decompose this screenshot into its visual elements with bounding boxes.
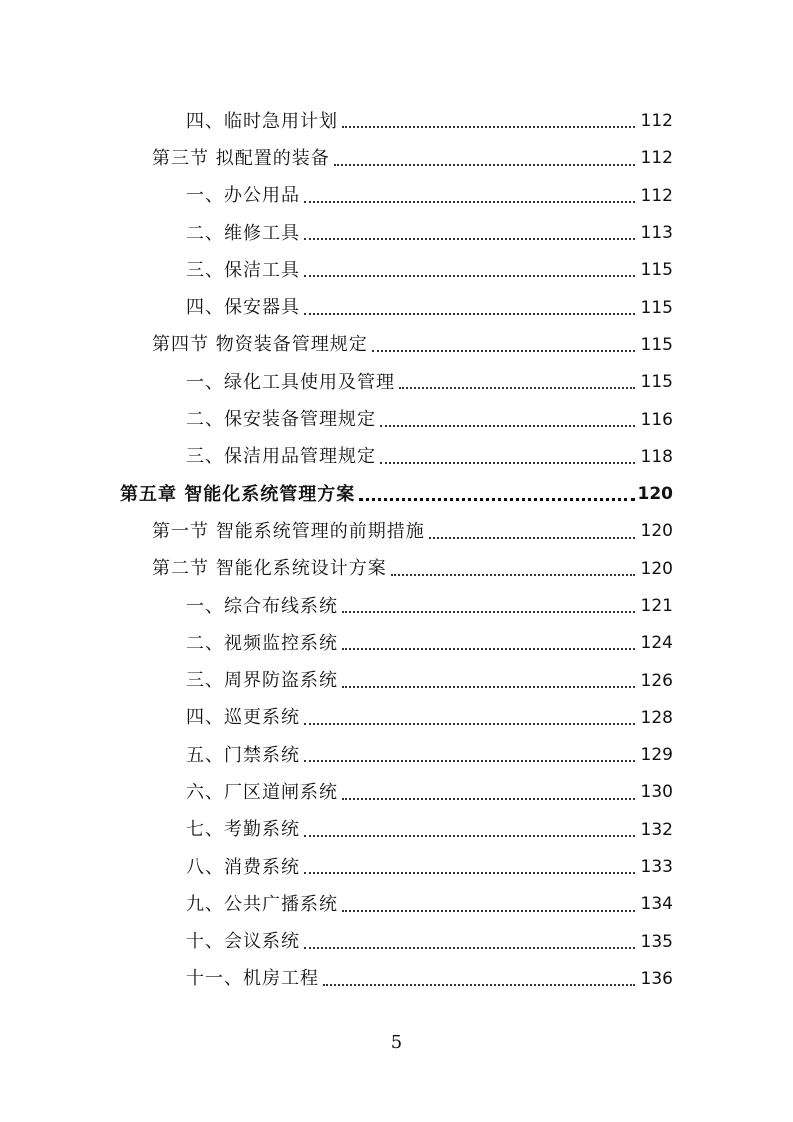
toc-entry-label: 二、保安装备管理规定	[186, 409, 376, 431]
toc-entry-page: 130	[640, 782, 673, 803]
toc-entry-label: 九、公共广播系统	[186, 893, 338, 915]
leader-dots	[342, 125, 635, 128]
toc-entry-page: 128	[640, 707, 673, 728]
toc-entry[interactable]	[0, 252, 793, 289]
leader-dots	[304, 834, 635, 837]
leader-dots	[342, 909, 635, 912]
toc-entry-label: 第四节 物资装备管理规定	[152, 334, 368, 356]
toc-entry-label: 七、考勤系统	[186, 819, 300, 841]
toc-entry[interactable]	[0, 700, 793, 737]
toc-entry-page: 115	[640, 372, 673, 393]
table-of-contents	[0, 103, 793, 998]
toc-entry[interactable]	[0, 961, 793, 998]
toc-entry-page: 115	[640, 297, 673, 318]
toc-entry-page: 112	[640, 148, 673, 169]
toc-entry-page: 133	[640, 857, 673, 878]
toc-entry-page: 113	[640, 223, 673, 244]
leader-dots	[342, 685, 635, 688]
toc-entry[interactable]	[0, 662, 793, 699]
toc-entry[interactable]	[0, 289, 793, 326]
leader-dots	[334, 163, 635, 166]
toc-entry[interactable]	[0, 140, 793, 177]
toc-entry-label: 三、保洁工具	[186, 259, 300, 281]
toc-entry-page: 115	[640, 334, 673, 355]
leader-dots	[359, 497, 635, 501]
toc-entry-page: 124	[640, 633, 673, 654]
toc-entry-page: 121	[640, 596, 673, 616]
toc-entry-page: 134	[640, 894, 673, 915]
toc-entry-label: 十一、机房工程	[186, 968, 319, 990]
toc-entry[interactable]	[0, 812, 793, 849]
toc-entry[interactable]	[0, 513, 793, 550]
toc-entry-label: 二、视频监控系统	[186, 632, 338, 654]
toc-entry-label: 第一节 智能系统管理的前期措施	[152, 520, 425, 542]
toc-entry[interactable]	[0, 551, 793, 588]
leader-dots	[372, 349, 635, 352]
leader-dots	[342, 797, 635, 800]
leader-dots	[304, 312, 635, 315]
toc-entry-label: 一、绿化工具使用及管理	[186, 371, 395, 393]
toc-entry[interactable]	[0, 886, 793, 923]
toc-entry-page: 112	[640, 111, 673, 132]
toc-entry-page: 132	[640, 819, 673, 840]
leader-dots	[304, 237, 635, 240]
toc-entry[interactable]	[0, 215, 793, 252]
leader-dots	[304, 946, 635, 949]
leader-dots	[304, 759, 635, 762]
toc-entry-label: 四、临时急用计划	[186, 110, 338, 132]
toc-entry-page: 118	[640, 446, 673, 467]
page-number: 5	[390, 1032, 403, 1053]
toc-entry-page: 115	[640, 260, 673, 281]
leader-dots	[304, 274, 635, 277]
leader-dots	[342, 647, 635, 650]
toc-entry-page: 136	[640, 968, 673, 989]
toc-entry[interactable]	[0, 774, 793, 811]
toc-entry[interactable]	[0, 327, 793, 364]
toc-entry-label: 三、保洁用品管理规定	[186, 446, 376, 468]
toc-entry-page: 116	[640, 409, 673, 430]
toc-entry-page: 126	[640, 670, 673, 691]
toc-entry[interactable]	[0, 364, 793, 401]
toc-entry-label: 第五章 智能化系统管理方案	[120, 483, 356, 505]
toc-entry[interactable]	[0, 737, 793, 774]
toc-entry-label: 第二节 智能化系统设计方案	[152, 558, 387, 580]
toc-entry-page: 129	[640, 745, 673, 766]
toc-entry[interactable]	[0, 924, 793, 961]
toc-entry[interactable]	[0, 178, 793, 215]
toc-entry-page: 135	[640, 931, 673, 952]
toc-chapter-entry[interactable]	[0, 476, 793, 513]
toc-entry-page: 120	[640, 521, 673, 542]
toc-entry-label: 四、巡更系统	[186, 707, 300, 729]
toc-entry-label: 六、厂区道闸系统	[186, 781, 338, 803]
toc-entry-page: 120	[637, 484, 673, 505]
toc-entry[interactable]	[0, 103, 793, 140]
toc-entry-label: 十、会议系统	[186, 931, 300, 953]
leader-dots	[304, 722, 635, 725]
leader-dots	[304, 200, 635, 203]
toc-entry[interactable]	[0, 401, 793, 438]
toc-entry[interactable]	[0, 439, 793, 476]
leader-dots	[399, 386, 635, 389]
toc-entry-label: 一、综合布线系统	[186, 595, 338, 617]
toc-entry-page: 120	[640, 558, 673, 579]
toc-entry-label: 八、消费系统	[186, 856, 300, 878]
leader-dots	[429, 536, 635, 539]
toc-entry[interactable]	[0, 625, 793, 662]
toc-entry-page: 112	[640, 185, 673, 206]
toc-entry-label: 二、维修工具	[186, 222, 300, 244]
leader-dots	[342, 610, 635, 613]
toc-entry[interactable]	[0, 588, 793, 625]
leader-dots	[304, 871, 635, 874]
leader-dots	[391, 573, 635, 576]
leader-dots	[380, 461, 635, 464]
leader-dots	[323, 983, 635, 986]
leader-dots	[380, 424, 635, 427]
toc-entry-label: 一、办公用品	[186, 185, 300, 207]
toc-entry-label: 四、保安器具	[186, 297, 300, 319]
toc-entry-label: 三、周界防盗系统	[186, 670, 338, 692]
toc-entry-label: 第三节 拟配置的装备	[152, 147, 330, 169]
toc-entry-label: 五、门禁系统	[186, 744, 300, 766]
toc-entry[interactable]	[0, 849, 793, 886]
